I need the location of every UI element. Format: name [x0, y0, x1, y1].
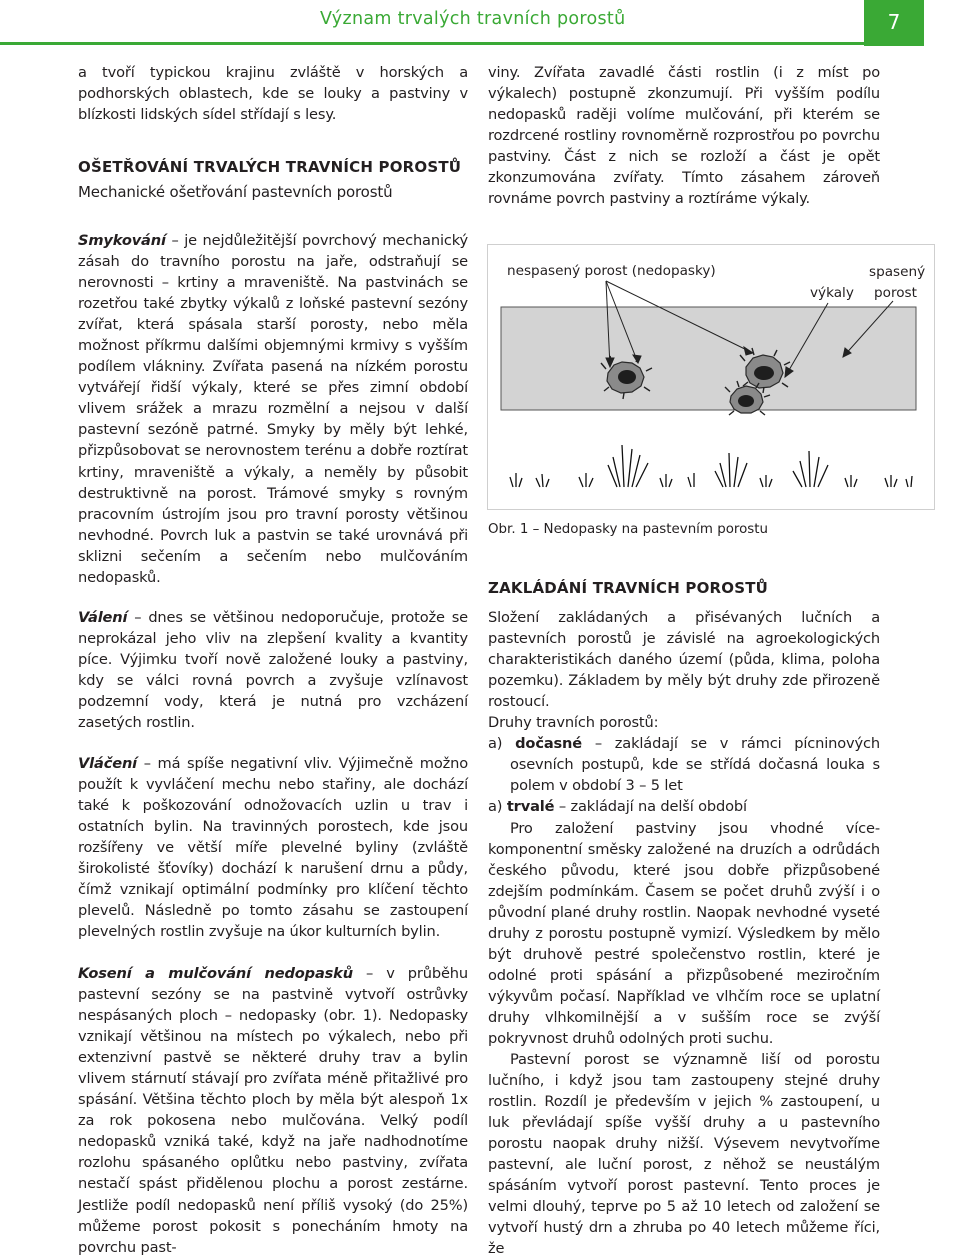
term-trvale: trvalé	[506, 798, 555, 816]
figure-caption: Obr. 1 – Nedopasky na pastevním porostu	[488, 522, 769, 537]
term-valeni: Válení	[78, 609, 128, 626]
list-item-trvale: a) trvalé – zakládají na delší období	[488, 798, 747, 816]
list-item-docasne: a) dočasné – zakládají se v rámci pícninových osevních postupů, kde se střídá dočasná louka s polem v období 3 – 5 let	[488, 735, 880, 795]
intro-paragraph	[78, 62, 468, 125]
paragraph-pastevni-porost: Pastevní porost se významně liší od porostu lučního, i když jsou tam zastoupeny stejné druhy rostlin. Rozdíl je především v jejich % zastoupení, u luk převládají spíše vyšší druhy a u pastevního porostu naopak druhy nižší. Výsevem nevytvoříme pastevní, ale luční porost, z něhož se neustálým spásáním vytvoří porost pastevní. Tento proces je velmi dlouhý, teprve po 5 až 10 letech od založení se vytvoří hustý drn a zhruba po 40 letech můžeme říci, že	[488, 1051, 880, 1258]
paragraph-koseni	[78, 963, 468, 1258]
term-docasne: dočasné	[515, 735, 583, 753]
section-heading-zakladani: ZAKLÁDÁNÍ TRAVNÍCH POROSTŮ	[488, 579, 769, 597]
paragraph-vlaceni	[78, 753, 468, 942]
druhy-label: Druhy travních porostů:	[488, 714, 659, 732]
paragraph-zalozeni-pastviny: Pro založení pastviny jsou vhodné více-komponentní směsky založené na druzích a odrůdách českého původu, které jsou dobře přizpůsobené zdejším podmínkám. Časem se počet druhů zvýší i o původní plané druhy rostlin. Naopak nevhodné vyseté druhy z porostu postupně vymizí. Výsledkem by mělo být druhově pestré společenstvo rostlin, které je odolné proti spásání a přizpůsobené meziročním výkyvům počasí. Například ve vlhčím roce se uplatní druhy vlhkomilnější a v sušším roce se zvýší pokryvnost druhů odolných proti suchu.	[488, 819, 880, 1047]
pasture-strip	[501, 307, 916, 410]
term-vlaceni: Vláčení	[78, 755, 138, 772]
text-vlaceni: – má spíše negativní vliv. Výjimečně možno použít k vyvláčení mechu nebo stařiny, ale dochází také k poškozování odnožovacích uzlin u trav i ostatních bylin. Na travinných porostech, kde jsou rozšířeny ve větší míře plevelné byliny (zvláště širokolisté šťovíky) dochází k narušení drnu a půdy, čímž vznikají optimální podmínky pro klíčení těchto plevelů. Následně po tomto zásahu se zastoupení plevelných rostlin zvyšuje na úkor kulturních bylin.	[78, 755, 468, 941]
grass-tufts	[510, 445, 912, 487]
text-valeni: – dnes se většinou nedoporučuje, protože se neprokázal jeho vliv na zlepšení kvality a kvantity píce. Výjimku tvoří nově založené louky a pastviny, kdy se válci rovná povrch a zvyšuje vzlínavost podzemní vody, která je nutná pro vzcházení zasetých rostlin.	[78, 609, 468, 732]
text-koseni: – v průběhu pastevní sezóny se na pastvině vytvoří ostrůvky nespásaných ploch – nedopasky (obr. 1). Nedopasky vznikají většinou na místech po výkalech, nebo při extenzivní pastvě se některé druhy trav a bylin vlivem stárnutí stávají pro zvířata méně přitažlivé pro spásání. Většina těchto ploch by měla být alespoň 1x za rok pokosena nebo mulčována. Velký podíl nedopasků vzniká také, když na jaře nadhodnotíme rozlohu spásaného oplůtku nebo pastviny, zvířata nestačí spást přidělenou plochu a porost zestárne. Jestliže podíl nedopasků není příliš vysoký (do 25%) můžeme porost pokosit s ponecháním hmoty na povrchu past-	[78, 965, 468, 1256]
running-title: Význam trvalých travních porostů	[320, 9, 626, 29]
page-number-box	[864, 0, 924, 46]
paragraph-valeni	[78, 607, 468, 733]
figure-nedopasky	[487, 244, 935, 510]
paragraph-smykovani	[78, 230, 468, 588]
label-vykaly: výkaly	[810, 285, 854, 301]
label-porost: porost	[874, 285, 917, 301]
section-heading-osetrovani: OŠETŘOVÁNÍ TRVALÝCH TRAVNÍCH POROSTŮ	[78, 158, 462, 176]
text-right-top: viny. Zvířata zavadlé části rostlin (i z míst po výkalech) postupně zkonzumují. Při vyšším podílu nedopasků raději volíme mulčování, při kterém se rozdrcené rostliny rovnoměrně rozprostřou po povrchu pastviny. Část z nich se rozloží a část je opět zkonzumována zvířaty. Tímto zásahem zároveň rovnáme povrch pastviny a roztíráme výkaly.	[488, 64, 880, 208]
term-smykovani: Smykování	[78, 232, 166, 249]
section-zakladani	[488, 578, 880, 1260]
pasture-diagram	[488, 245, 936, 511]
page-number: 7	[887, 10, 901, 34]
text-smykovani: – je nejdůležitější povrchový mechanický zásah do travního porostu na jaře, odstraňují se nerovnosti – krtiny a mraveniště. Na pastvinách se rozetřou také zbytky výkalů z loňské pastevní sezóny zvířat, která spásala starší porosty, nebo měla možnost příkrmu dalšími objemnými krmivy s vyšším podílem vlákniny. Zvířata pasená na nízkém porostu vytvářejí řidší výkaly, které se přes zimní období vlivem srážek a mrazu rozmělní a nejsou v další pastevní sezóně patrné. Smyky by měly být lehké, přizpůsobovat se nerovnostem terénu a dobře roztírat krtiny, mraveniště a výkaly, a neměly by působit destruktivně na porost. Trámové smyky s rovným pracovním ústrojím jsou pro travní porosty většinou nevhodné. Povrch luk a pastvin se také urovnává při sklizni sečením a sečením nebo mulčováním nedopasků.	[78, 232, 468, 586]
label-nespaseny-porost: nespasený porost (nedopasky)	[507, 263, 716, 279]
section-heading-block	[78, 157, 468, 203]
page-header	[0, 0, 960, 46]
paragraph-right-top	[488, 62, 880, 209]
term-koseni: Kosení a mulčování nedopasků	[78, 965, 353, 982]
subheading-mechanicke: Mechanické ošetřování pastevních porostů	[78, 183, 393, 202]
label-spaseny: spasený	[869, 264, 926, 280]
intro-text: a tvoří typickou krajinu zvláště v horských a podhorských oblastech, kde se louky a pastviny v blízkosti lidských sídel střídají s lesy.	[78, 64, 468, 124]
paragraph-slozeni: Složení zakládaných a přisévaných lučních a pastevních porostů je závislé na agroekologických charakteristikách daného území (půda, klima, poloha pozemku). Základem by měly být druhy zde přirozeně rostoucí.	[488, 609, 880, 711]
header-rule	[0, 42, 864, 45]
